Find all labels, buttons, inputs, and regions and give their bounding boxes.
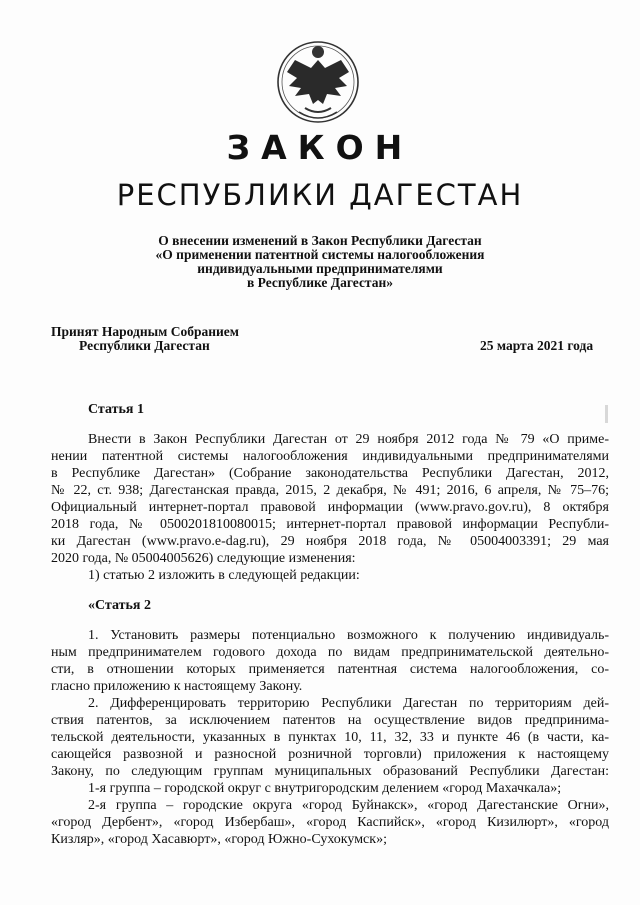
text-line: Закону, по следующим группам муниципальных образований Республики Дагестан:: [51, 764, 609, 779]
law-name: [80, 234, 560, 290]
law-name-line: О внесении изменений в Закон Республики Дагестан: [158, 233, 482, 248]
document-title: ЗАКОН: [226, 128, 414, 167]
text-line: Кизляр», «город Хасавюрт», «город Южно-Сухокумск»;: [51, 832, 387, 847]
text-line: 2018 года, № 0500201810080015; интернет-портал правовой информации Республи-: [51, 517, 609, 532]
list-item: 1) статью 2 изложить в следующей редакции:: [88, 568, 360, 583]
article-2-paragraph-1: [51, 627, 609, 695]
text-line: 1. Установить размеры потенциально возможного к получению индивидуаль-: [88, 628, 609, 643]
document-subtitle: РЕСПУБЛИКИ ДАГЕСТАН: [116, 178, 524, 212]
text-line: № 22, ст. 938; Дагестанская правда, 2015, 2 декабря, № 491; 2016, 6 апреля, № 75–76;: [51, 483, 609, 498]
law-name-line: индивидуальными предпринимателями: [197, 261, 443, 276]
article-2-paragraph-2: [51, 695, 609, 848]
text-line: ным предпринимателем годового дохода по видам предпринимательской деятельно-: [51, 645, 609, 660]
text-line: сающейся развозной и разносной розничной торговли) приложения к настоящему: [51, 747, 609, 762]
article-1-text: [51, 431, 609, 584]
text-line: 2. Дифференцировать территорию Республики Дагестан по территориям дей-: [88, 696, 609, 711]
text-line: Официальный интернет-портал правовой информации (www.pravo.gov.ru), 8 октября: [51, 500, 609, 515]
text-line: Внести в Закон Республики Дагестан от 29 ноября 2012 года № 79 «О приме-: [88, 432, 609, 447]
text-line: в Республике Дагестан» (Собрание законодательства Республики Дагестан, 2012,: [51, 466, 609, 481]
adoption-line: Принят Народным Собранием: [51, 324, 239, 339]
text-line: ки Дагестан (www.pravo.e-dag.ru), 29 ноября 2018 года, № 05004003391; 29 мая: [51, 534, 609, 549]
text-line: 2020 года, № 05004005626) следующие изменения:: [51, 551, 356, 566]
text-line: сти, в отношении которых применяется патентная система налогообложения, со-: [51, 662, 609, 677]
list-item: 1-я группа – городской округ с внутригородским делением «город Махачкала»;: [88, 781, 562, 796]
text-line: «город Дербент», «город Избербаш», «город Каспийск», «город Кизилюрт», «город: [51, 815, 609, 830]
list-item: 2-я группа – городские округа «город Буйнакск», «город Дагестанские Огни»,: [88, 798, 609, 813]
law-name-line: в Республике Дагестан»: [246, 275, 394, 290]
adoption-date: 25 марта 2021 года: [480, 338, 594, 353]
adoption-statement: [51, 325, 239, 353]
text-line: тельской деятельности, указанных в пунктах 10, 11, 32, 33 и пункте 46 (в части, ка-: [51, 730, 609, 745]
article-2-heading: «Статья 2: [88, 598, 151, 613]
scan-mark: [605, 405, 608, 423]
text-line: нении патентной системы налогообложения индивидуальными предпринимателями: [51, 449, 609, 464]
law-name-line: «О применении патентной системы налогообложения: [155, 247, 485, 262]
adoption-line: Республики Дагестан: [79, 338, 210, 353]
text-line: гласно приложению к настоящему Закону.: [51, 679, 303, 694]
article-1-heading: Статья 1: [88, 402, 144, 417]
text-line: ствия патентов, за исключением патентов на осуществление видов предпринима-: [51, 713, 609, 728]
coat-of-arms-emblem: [275, 38, 361, 128]
